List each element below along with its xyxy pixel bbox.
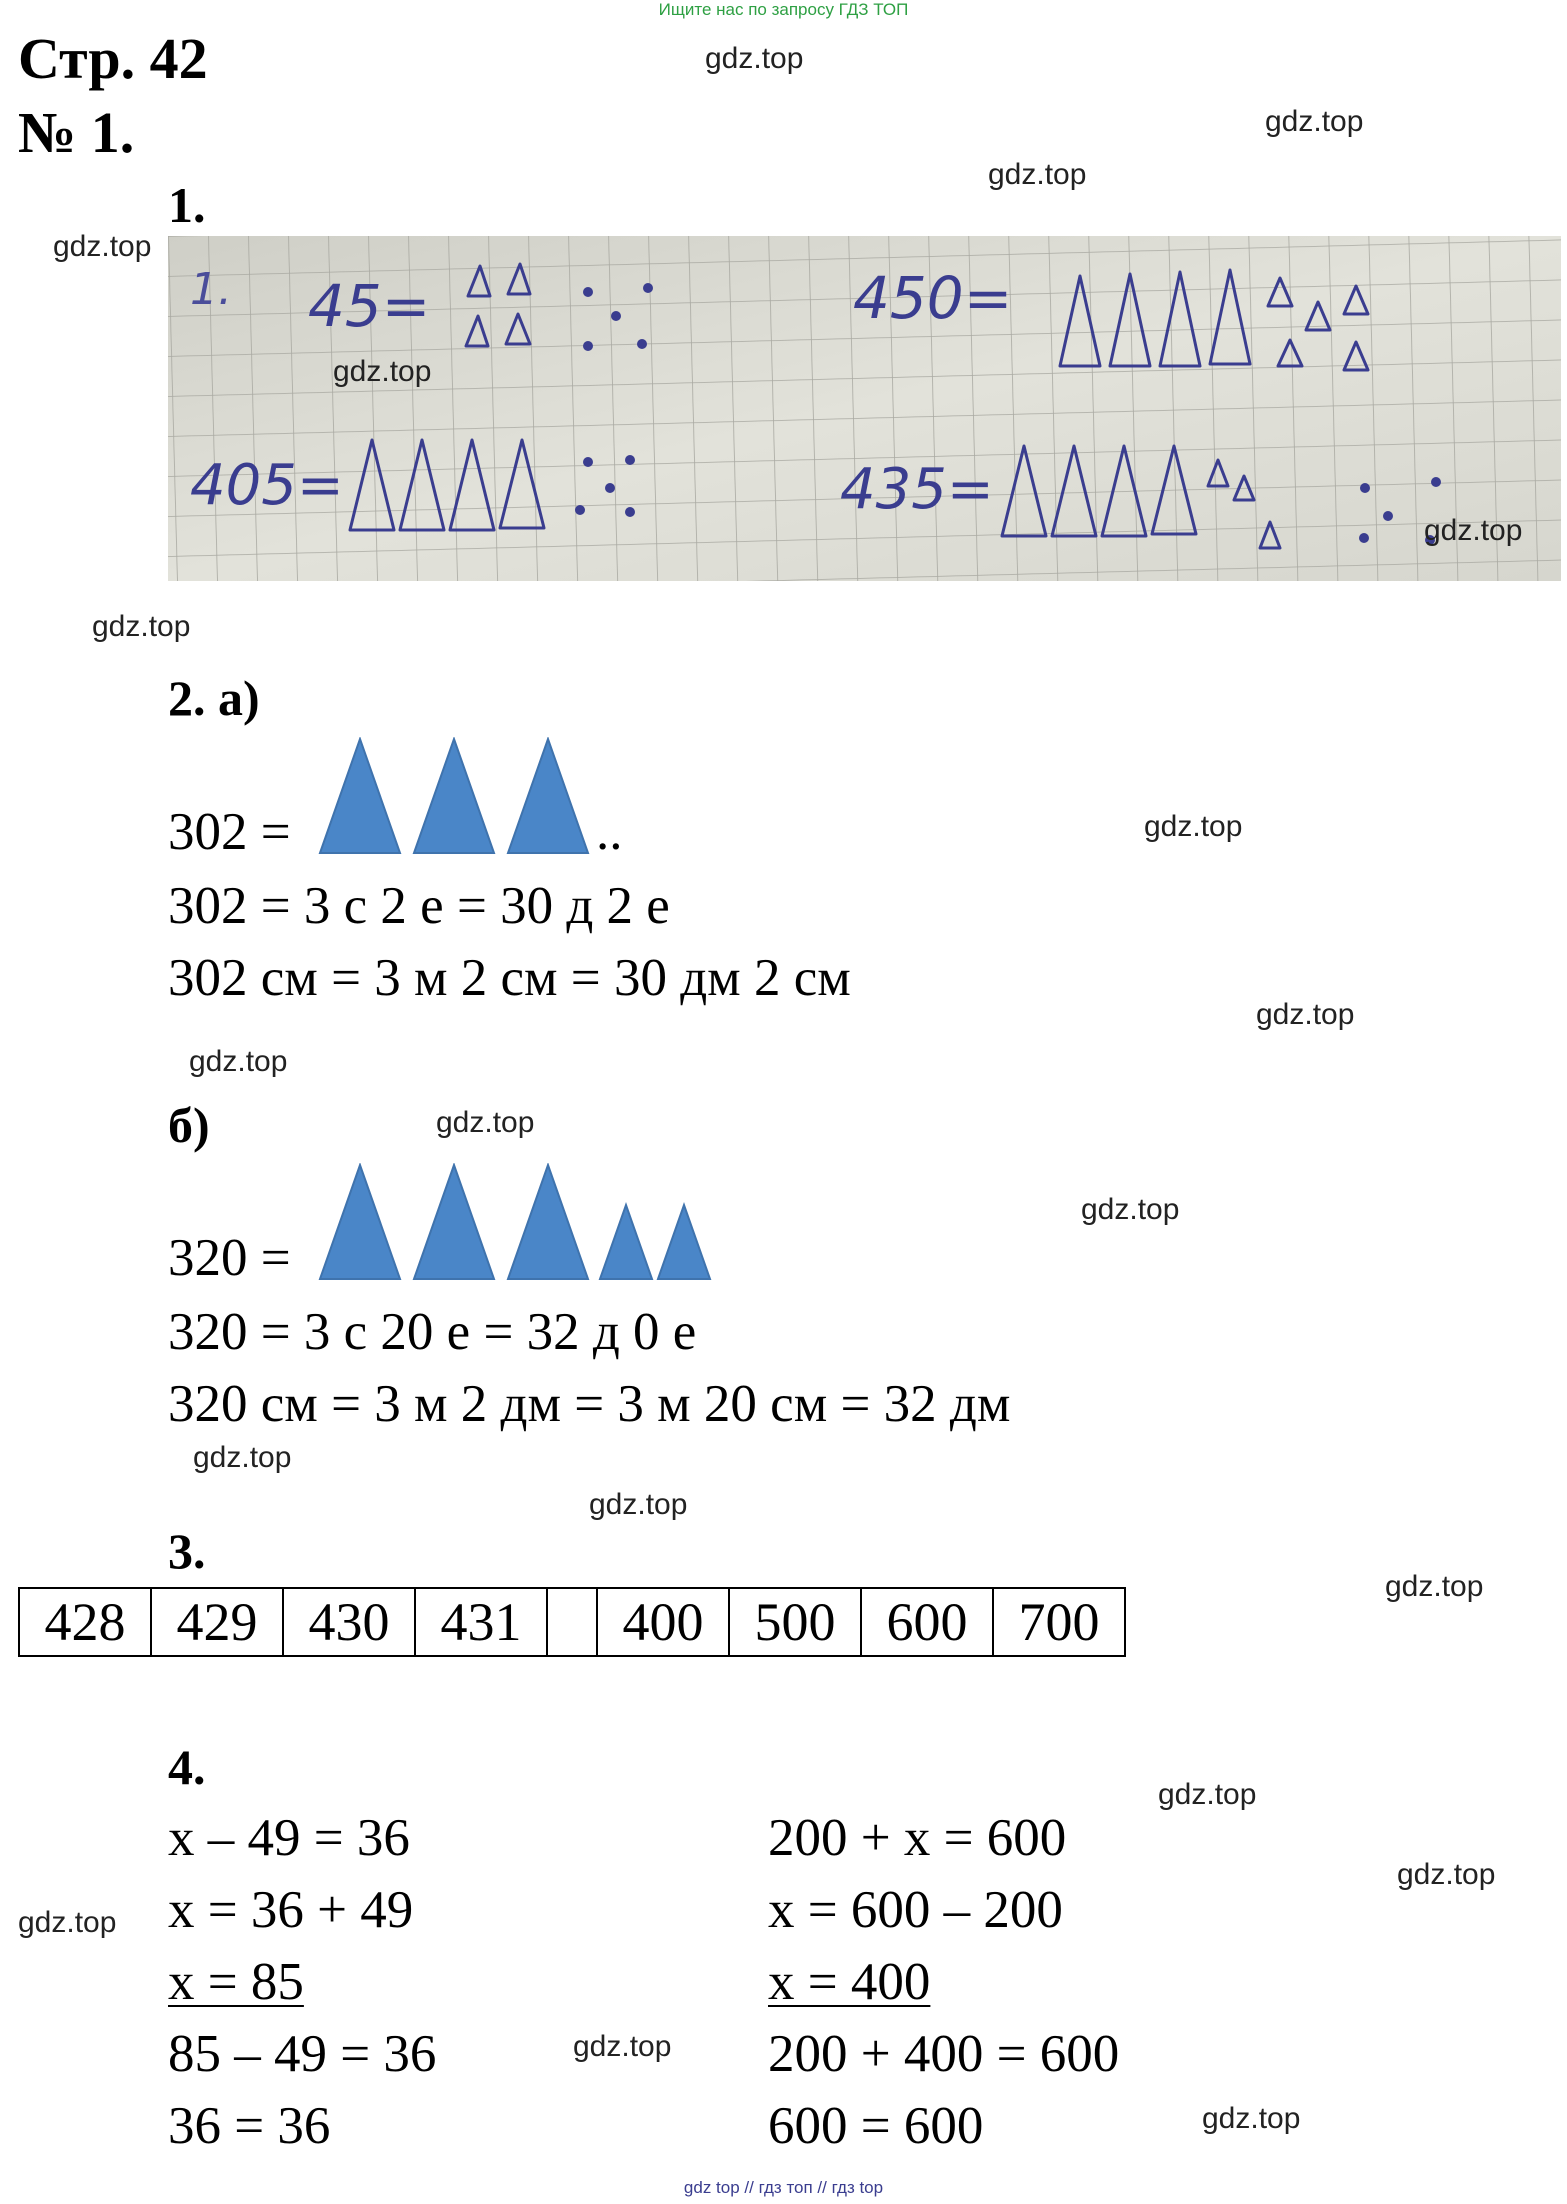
watermark: gdz.top: [1144, 810, 1243, 843]
task4-right-4: 200 + 400 = 600: [768, 2025, 1120, 2083]
watermark: gdz.top: [1158, 1778, 1257, 1811]
table-cell: 431: [415, 1588, 547, 1656]
notebook-number: 1.: [190, 264, 232, 315]
number-sequence-table: [18, 1587, 1126, 1657]
task4-right-1: 200 + x = 600: [768, 1809, 1067, 1867]
table-cell: 500: [729, 1588, 861, 1656]
task1-label: 1.: [168, 177, 206, 233]
page-title: Стр. 42: [18, 26, 208, 91]
task4-left-5: 36 = 36: [168, 2097, 331, 2155]
exercise-title: № 1.: [18, 100, 135, 165]
blue-triangle-small: [600, 1205, 652, 1279]
notebook-photo: [168, 236, 1561, 581]
watermark: gdz.top: [1081, 1193, 1180, 1226]
watermark: gdz.top: [988, 158, 1087, 191]
table-cell: 428: [19, 1588, 151, 1656]
task3-label: 3.: [168, 1523, 206, 1579]
watermark: gdz.top: [1202, 2102, 1301, 2135]
task4-label: 4.: [168, 1739, 206, 1795]
watermark: gdz.top: [1385, 1570, 1484, 1603]
watermark: gdz.top: [1256, 998, 1355, 1031]
table-cell: 430: [283, 1588, 415, 1656]
table-cell: 400: [597, 1588, 729, 1656]
task4-right-3: x = 400: [768, 1953, 931, 2011]
task2b-label: б): [168, 1097, 210, 1153]
notebook-eq-405: 405=: [190, 453, 344, 518]
task2a-label: 2. а): [168, 670, 260, 726]
table-cell: 600: [861, 1588, 993, 1656]
blue-triangle-large: [414, 1165, 494, 1279]
notebook-eq-435: 435=: [840, 457, 994, 522]
task2a-line1-lhs: 302 =: [168, 803, 291, 861]
watermark: gdz.top: [436, 1106, 535, 1139]
task4-left-4: 85 – 49 = 36: [168, 2025, 437, 2083]
notebook-eq-450: 450=: [853, 264, 1013, 332]
task4-right-5: 600 = 600: [768, 2097, 984, 2155]
watermark: gdz.top: [589, 1488, 688, 1521]
task4-right-2: x = 600 – 200: [768, 1881, 1063, 1939]
search-banner[interactable]: Ищите нас по запросу ГДЗ ТОП: [658, 0, 909, 19]
triangle-group-302: [318, 737, 608, 855]
watermark: gdz.top: [92, 610, 191, 643]
table-cell-empty: [547, 1588, 597, 1656]
watermark: gdz.top: [333, 355, 432, 388]
task2a-line2: 302 = 3 с 2 е = 30 д 2 е: [168, 877, 670, 935]
task2b-line3: 320 см = 3 м 2 дм = 3 м 20 см = 32 дм: [168, 1375, 1011, 1433]
table-row: [19, 1588, 1125, 1656]
task4-left-3: x = 85: [168, 1953, 304, 2011]
triangle-group-320: [318, 1163, 718, 1281]
watermark: gdz.top: [189, 1045, 288, 1078]
task2a-line3: 302 см = 3 м 2 см = 30 дм 2 см: [168, 949, 851, 1007]
task4-left-2: x = 36 + 49: [168, 1881, 414, 1939]
blue-triangle-large: [414, 739, 494, 853]
blue-triangle-large: [320, 1165, 400, 1279]
watermark: gdz.top: [1265, 105, 1364, 138]
watermark: gdz.top: [193, 1441, 292, 1474]
blue-triangle-large: [320, 739, 400, 853]
task2b-line1-lhs: 320 =: [168, 1229, 291, 1287]
table-cell: 700: [993, 1588, 1125, 1656]
notebook-eq-45: 45=: [308, 272, 431, 340]
blue-triangle-large: [508, 1165, 588, 1279]
task4-left-1: x – 49 = 36: [168, 1809, 410, 1867]
watermark: gdz.top: [18, 1906, 117, 1939]
table-cell: 429: [151, 1588, 283, 1656]
watermark: gdz.top: [1424, 514, 1523, 547]
watermark: gdz.top: [1397, 1858, 1496, 1891]
watermark: gdz.top: [705, 42, 804, 75]
watermark: gdz.top: [53, 230, 152, 263]
task2a-line1-tail: ..: [596, 803, 623, 861]
blue-triangle-large: [508, 739, 588, 853]
task2b-line2: 320 = 3 с 20 е = 32 д 0 е: [168, 1303, 697, 1361]
watermark: gdz.top: [573, 2030, 672, 2063]
blue-triangle-small: [658, 1205, 710, 1279]
footer-watermark: gdz top // гдз топ // гдз top: [683, 2178, 884, 2197]
